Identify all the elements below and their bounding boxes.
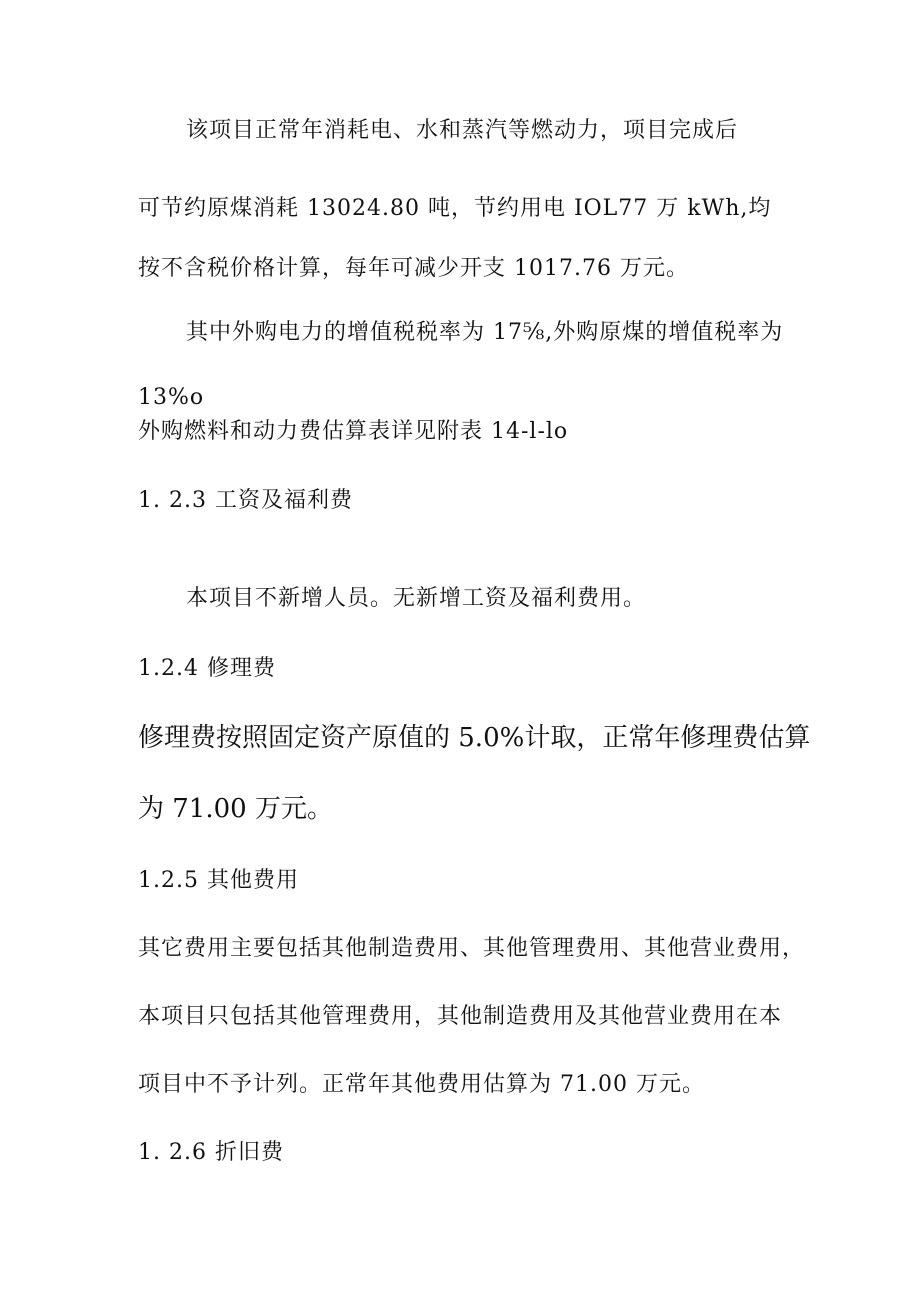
paragraph-wages: 本项目不新增人员。无新增工资及福利费用。	[186, 586, 647, 611]
paragraph-other-expenses-line-3: 项目中不予计列。正常年其他费用估算为 71.00 万元。	[138, 1072, 705, 1097]
paragraph-power-consumption-line-3: 按不含税价格计算，每年可减少开支 1017.76 万元。	[138, 256, 689, 281]
paragraph-repair-line-2: 为 71.00 万元。	[138, 794, 333, 824]
paragraph-vat-rate-line-1: 其中外购电力的增值税税率为 17⅝,外购原煤的增值税率为	[186, 320, 784, 345]
section-heading-wages: 1. 2.3 工资及福利费	[138, 488, 353, 513]
section-heading-depreciation: 1. 2.6 折旧费	[138, 1140, 284, 1165]
section-heading-other-expenses: 1.2.5 其他费用	[138, 868, 299, 893]
paragraph-power-consumption-line-2: 可节约原煤消耗 13024.80 吨，节约用电 IOL77 万 kWh,均	[138, 196, 772, 221]
paragraph-vat-rate-line-3: 外购燃料和动力费估算表详见附表 14-l-lo	[138, 419, 569, 444]
paragraph-power-consumption-line-1: 该项目正常年消耗电、水和蒸汽等燃动力，项目完成后	[186, 118, 739, 143]
section-heading-repair: 1.2.4 修理费	[138, 656, 276, 681]
paragraph-other-expenses-line-2: 本项目只包括其他管理费用，其他制造费用及其他营业费用在本	[138, 1004, 783, 1029]
paragraph-vat-rate-line-2: 13%o	[138, 385, 205, 410]
paragraph-repair-line-1: 修理费按照固定资产原值的 5.0%计取，正常年修理费估算	[138, 723, 811, 753]
paragraph-other-expenses-line-1: 其它费用主要包括其他制造费用、其他管理费用、其他营业费用，	[138, 936, 806, 961]
